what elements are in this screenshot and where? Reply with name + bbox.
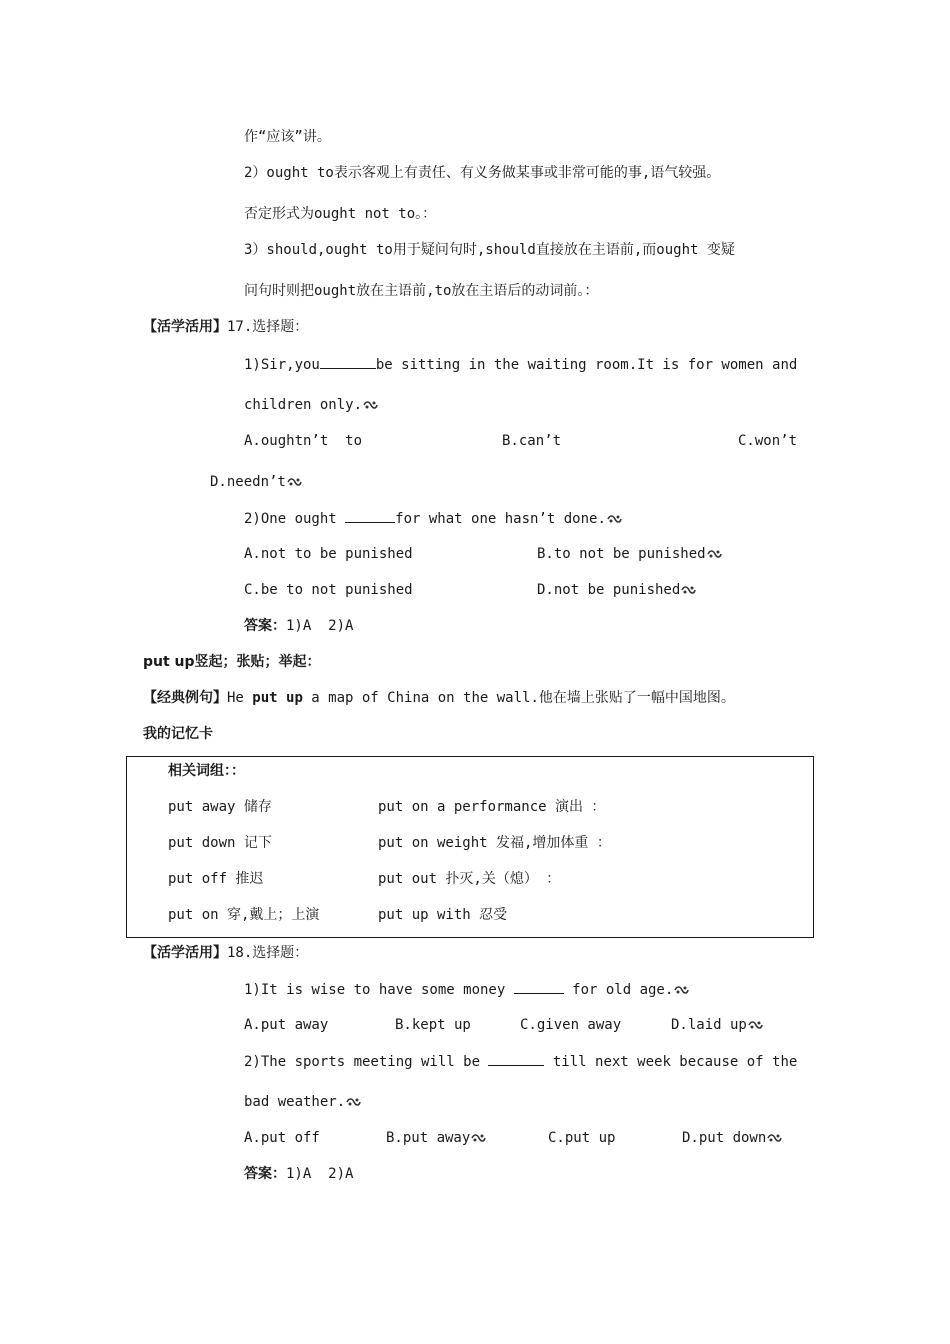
grammar-line: 作“应该”讲。 xyxy=(244,129,331,145)
question-1-line-1: 1)Sir,you be sitting in the waiting room.It is for women and xyxy=(244,357,798,373)
memory-card-title: 我的记忆卡 xyxy=(143,726,213,742)
answer-text: 1)A 2)A xyxy=(286,618,354,634)
exercise-title: 18.选择题： xyxy=(227,945,309,961)
option-a: A.put off xyxy=(244,1130,320,1146)
related-phrases-title: 相关词组：： xyxy=(168,763,245,779)
option-c: C.be to not punished xyxy=(244,582,413,598)
phrase-item: put on a performance 演出 ： xyxy=(378,799,606,815)
link-mark-icon xyxy=(707,549,722,559)
option-d: D.laid up xyxy=(671,1016,763,1034)
link-mark-icon xyxy=(674,985,689,995)
answer-label: 答案： xyxy=(244,1166,286,1182)
link-mark-icon xyxy=(363,400,378,410)
example-tag: 【经典例句】 xyxy=(143,690,227,706)
option-a: A.not to be punished xyxy=(244,546,413,562)
link-mark-icon xyxy=(748,1020,763,1030)
question-1-line: 1)It is wise to have some money for old age. xyxy=(244,980,689,999)
exercise-18-heading xyxy=(143,944,308,962)
link-mark-icon xyxy=(681,585,696,595)
option-c: C.put up xyxy=(548,1130,616,1146)
option-d: D.not be punished xyxy=(537,581,696,599)
answer-blank xyxy=(320,355,376,369)
grammar-point-2b: 否定形式为ought not to。： xyxy=(244,206,437,222)
option-b: B.can’t xyxy=(502,433,562,449)
phrase-heading: put up竖起；张贴；举起： xyxy=(143,654,321,670)
answer-label: 答案： xyxy=(244,618,286,634)
phrase-item: put on 穿,戴上；上演 xyxy=(168,907,320,923)
link-mark-icon xyxy=(607,514,622,524)
exercise-17-heading xyxy=(143,318,308,336)
grammar-point-2a: 2）ought to表示客观上有责任、有义务做某事或非常可能的事,语气较强。 xyxy=(244,165,721,181)
option-c: C.given away xyxy=(520,1017,622,1033)
option-d: D.needn’t xyxy=(210,473,302,491)
example-bold-phrase: put up xyxy=(252,690,303,706)
option-a: A.put away xyxy=(244,1017,329,1033)
option-b: B.put away xyxy=(386,1129,486,1147)
option-b: B.kept up xyxy=(395,1017,471,1033)
link-mark-icon xyxy=(767,1133,782,1143)
question-2-line-1: 2)The sports meeting will be till next week because of the xyxy=(244,1054,798,1070)
exercise-title: 17.选择题： xyxy=(227,319,309,335)
answer-blank xyxy=(514,980,564,994)
classic-example: 【经典例句】He put up a map of China on the wall.他在墙上张贴了一幅中国地图。 xyxy=(143,690,735,706)
exercise-tag: 【活学活用】 xyxy=(143,319,227,335)
grammar-point-3b: 问句时则把ought放在主语前,to放在主语后的动词前。： xyxy=(244,283,599,299)
phrase-item: put down 记下 xyxy=(168,835,272,851)
question-2-line-2: bad weather. xyxy=(244,1093,361,1111)
exercise-tag: 【活学活用】 xyxy=(143,945,227,961)
phrase-item: put up with 忍受 xyxy=(378,907,508,923)
link-mark-icon xyxy=(471,1133,486,1143)
answer-text: 1)A 2)A xyxy=(286,1166,354,1182)
question-1-line-2: children only. xyxy=(244,396,378,414)
answer-line xyxy=(244,617,353,635)
grammar-point-3a: 3）should,ought to用于疑问句时,should直接放在主语前,而ought 变疑 xyxy=(244,242,735,258)
answer-line xyxy=(244,1165,353,1183)
phrase-item: put out 扑灭,关（熄） ： xyxy=(378,871,561,887)
answer-blank xyxy=(488,1052,544,1066)
option-a: A.oughtn’t to xyxy=(244,433,363,449)
phrase-item: put off 推迟 xyxy=(168,871,264,887)
option-c: C.won’t xyxy=(738,433,798,449)
link-mark-icon xyxy=(287,477,302,487)
option-d: D.put down xyxy=(682,1129,782,1147)
link-mark-icon xyxy=(346,1097,361,1107)
answer-blank xyxy=(345,509,395,523)
question-2-line: 2)One ought for what one hasn’t done. xyxy=(244,509,622,528)
phrase-item: put on weight 发福,增加体重 ： xyxy=(378,835,611,851)
option-b: B.to not be punished xyxy=(537,545,722,563)
phrase-item: put away 储存 xyxy=(168,799,272,815)
